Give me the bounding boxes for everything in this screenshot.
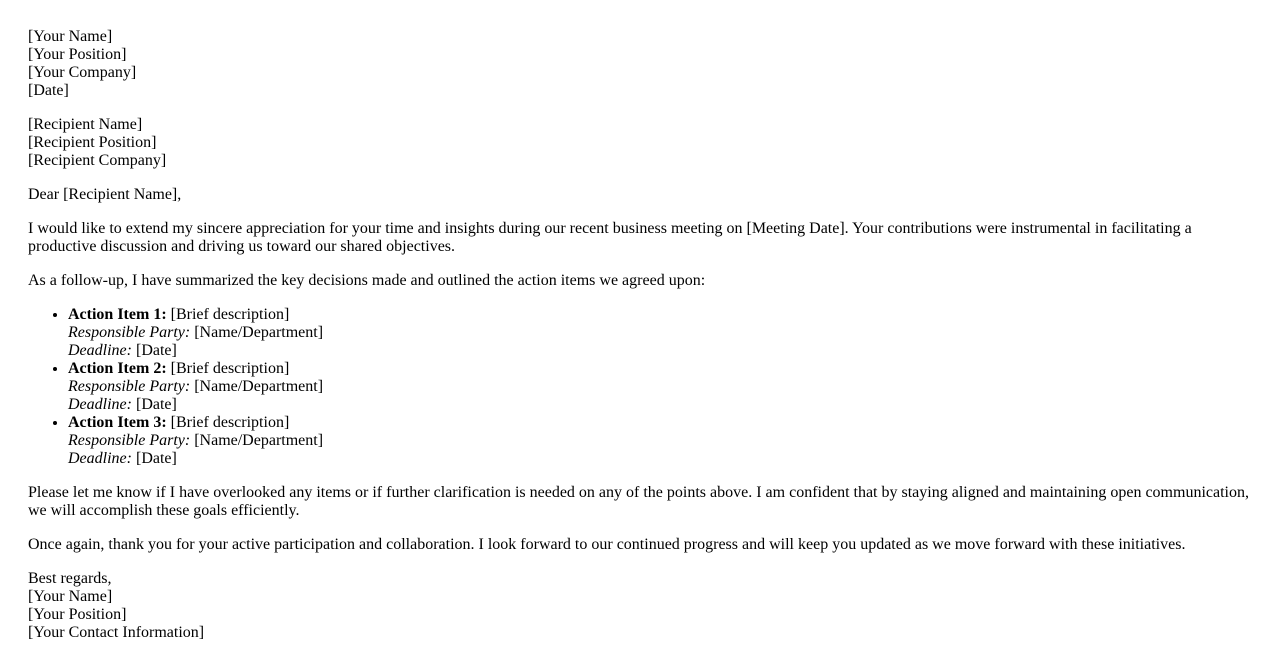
responsible-party-value: [Name/Department] [190, 378, 324, 395]
recipient-position: [Recipient Position] [28, 134, 157, 151]
action-item [68, 306, 1250, 360]
intro-paragraph: I would like to extend my sincere appreciation for your time and insights during our recent business meeting on [Meeting Date]. Your contributions were instrumental in facilitating a productive discussion and driving us toward our shared objectives. [28, 220, 1192, 255]
clarification-paragraph: Please let me know if I have overlooked any items or if further clarification is needed on any of the points above. I am confident that by staying aligned and maintaining open communication, we will accomplish these goals efficiently. [28, 484, 1249, 519]
responsible-party-label: Responsible Party: [68, 378, 191, 395]
action-items-list [28, 306, 1250, 468]
action-item-description: [Brief description] [166, 414, 290, 431]
deadline-label: Deadline: [68, 342, 132, 359]
followup-paragraph: As a follow-up, I have summarized the key decisions made and outlined the action items we agreed upon: [28, 272, 706, 289]
sender-position: [Your Position] [28, 46, 127, 63]
sender-name: [Your Name] [28, 28, 113, 45]
closing-name: [Your Name] [28, 588, 113, 605]
recipient-company: [Recipient Company] [28, 152, 167, 169]
deadline-value: [Date] [131, 342, 177, 359]
closing-position: [Your Position] [28, 606, 127, 623]
closing-block [28, 570, 1250, 642]
recipient-block [28, 116, 1250, 170]
salutation: Dear [Recipient Name], [28, 186, 182, 203]
responsible-party-value: [Name/Department] [190, 324, 324, 341]
sender-block [28, 28, 1250, 100]
action-item-title: Action Item 1: [68, 306, 167, 323]
responsible-party-label: Responsible Party: [68, 324, 191, 341]
deadline-label: Deadline: [68, 450, 132, 467]
deadline-value: [Date] [131, 450, 177, 467]
sender-company: [Your Company] [28, 64, 137, 81]
action-item-description: [Brief description] [166, 306, 290, 323]
sign-off: Best regards, [28, 570, 112, 587]
deadline-value: [Date] [131, 396, 177, 413]
letter-date: [Date] [28, 82, 69, 99]
action-item-title: Action Item 3: [68, 414, 167, 431]
closing-contact: [Your Contact Information] [28, 624, 205, 641]
action-item [68, 360, 1250, 414]
responsible-party-label: Responsible Party: [68, 432, 191, 449]
deadline-label: Deadline: [68, 396, 132, 413]
action-item-title: Action Item 2: [68, 360, 167, 377]
responsible-party-value: [Name/Department] [190, 432, 324, 449]
recipient-name: [Recipient Name] [28, 116, 143, 133]
thanks-paragraph: Once again, thank you for your active participation and collaboration. I look forward to our continued progress and will keep you updated as we move forward with these initiatives. [28, 536, 1186, 553]
action-item [68, 414, 1250, 468]
action-item-description: [Brief description] [166, 360, 290, 377]
